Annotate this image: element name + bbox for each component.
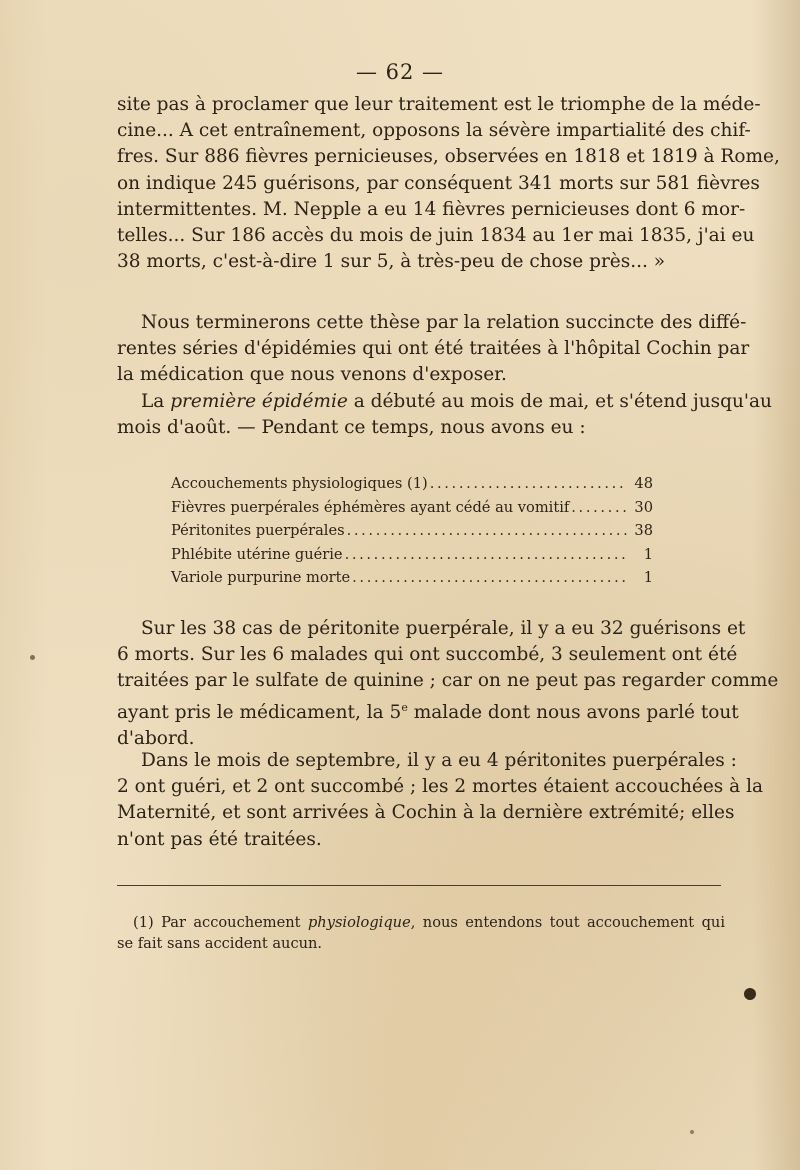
row-value: 30: [634, 498, 653, 516]
text-line: 6 morts. Sur les 6 malades qui ont succombé, 3 seulement ont été: [117, 644, 738, 666]
row-label: Péritonites puerpérales: [171, 522, 345, 539]
paragraph-4: [117, 616, 779, 752]
italic-phrase: première épidémie: [170, 390, 348, 412]
row-label: Phlébite utérine guérie: [171, 545, 343, 563]
table-row: [171, 496, 653, 520]
text-line: cine... A cet entraînement, opposons la sévère impartialité des chif-: [117, 120, 751, 142]
text-line: se fait sans accident aucun.: [117, 935, 323, 952]
text-run: malade dont nous avons parlé tout: [407, 701, 739, 723]
row-value: 1: [643, 545, 653, 563]
footnote-line-1: [117, 912, 725, 933]
table-row: [171, 543, 653, 567]
text-line: site pas à proclamer que leur traitement est le triomphe de la méde-: [117, 94, 761, 115]
leader-dots: [345, 543, 627, 567]
leader-dots: [571, 496, 627, 520]
paragraph-1: [117, 92, 780, 275]
ink-stain: [30, 655, 35, 660]
italic-phrase: physiologique: [307, 914, 411, 931]
paragraph-3-line-1: [117, 389, 772, 415]
text-line: Dans le mois de septembre, il y a eu 4 péritonites puerpérales :: [141, 750, 737, 771]
text-run: La: [141, 390, 171, 412]
text-line: fres. Sur 886 fièvres pernicieuses, observées en 1818 et 1819 à Rome,: [117, 146, 780, 168]
row-label: Accouchements physiologiques (1): [171, 475, 428, 492]
text-run: (1) Par accouchement: [133, 914, 308, 931]
page-number: — 62 —: [355, 60, 445, 84]
text-run: , nous entendons tout accouchement qui: [410, 914, 725, 931]
text-line: traitées par le sulfate de quinine ; car on ne peut pas regarder comme: [117, 670, 779, 692]
row-value: 38: [634, 522, 653, 539]
text-line: telles... Sur 186 accès du mois de juin 1834 au 1er mai 1835, j'ai eu: [117, 225, 755, 247]
text-line-with-superscript: [117, 695, 739, 726]
text-run: a débuté au mois de mai, et s'étend jusqu'au: [347, 390, 772, 412]
ink-stain: [744, 988, 756, 1000]
text-line: d'abord.: [117, 727, 195, 749]
text-line: mois d'août. — Pendant ce temps, nous avons eu :: [117, 416, 586, 438]
paragraph-5: [117, 748, 764, 853]
row-value: 48: [634, 475, 653, 492]
leader-dots: [430, 472, 627, 496]
row-label: Variole purpurine morte: [171, 569, 351, 586]
row-label: Fièvres puerpérales éphémères ayant cédé au vomitif: [171, 498, 570, 516]
text-line: Maternité, et sont arrivées à Cochin à la dernière extrémité; elles: [117, 802, 735, 824]
footnote: [117, 912, 725, 954]
text-line: Sur les 38 cas de péritonite puerpérale, il y a eu 32 guérisons et: [141, 618, 746, 639]
row-value: 1: [643, 569, 653, 586]
text-line: Nous terminerons cette thèse par la relation succincte des diffé-: [141, 312, 747, 333]
table-row: [171, 566, 653, 590]
text-line: on indique 245 guérisons, par conséquent 341 morts sur 581 fièvres: [117, 172, 760, 194]
paragraph-2: [117, 310, 772, 441]
table-row: [171, 472, 653, 496]
text-line: intermittentes. M. Nepple a eu 14 fièvres pernicieuses dont 6 mor-: [117, 198, 746, 220]
text-line: rentes séries d'épidémies qui ont été traitées à l'hôpital Cochin par: [117, 338, 750, 360]
text-line: 38 morts, c'est-à-dire 1 sur 5, à très-peu de chose près... »: [117, 251, 666, 273]
text-run: ayant pris le médicament, la 5: [117, 701, 402, 723]
superscript: e: [401, 700, 408, 714]
footnote-rule: [117, 885, 721, 886]
text-line: la médication que nous venons d'exposer.: [117, 364, 507, 386]
statistics-table: [171, 472, 653, 590]
table-row: [171, 519, 653, 543]
ink-stain: [690, 1130, 694, 1134]
text-line: n'ont pas été traitées.: [117, 828, 322, 850]
leader-dots: [347, 519, 627, 543]
text-line: 2 ont guéri, et 2 ont succombé ; les 2 mortes étaient accouchées à la: [117, 776, 764, 798]
leader-dots: [352, 566, 627, 590]
